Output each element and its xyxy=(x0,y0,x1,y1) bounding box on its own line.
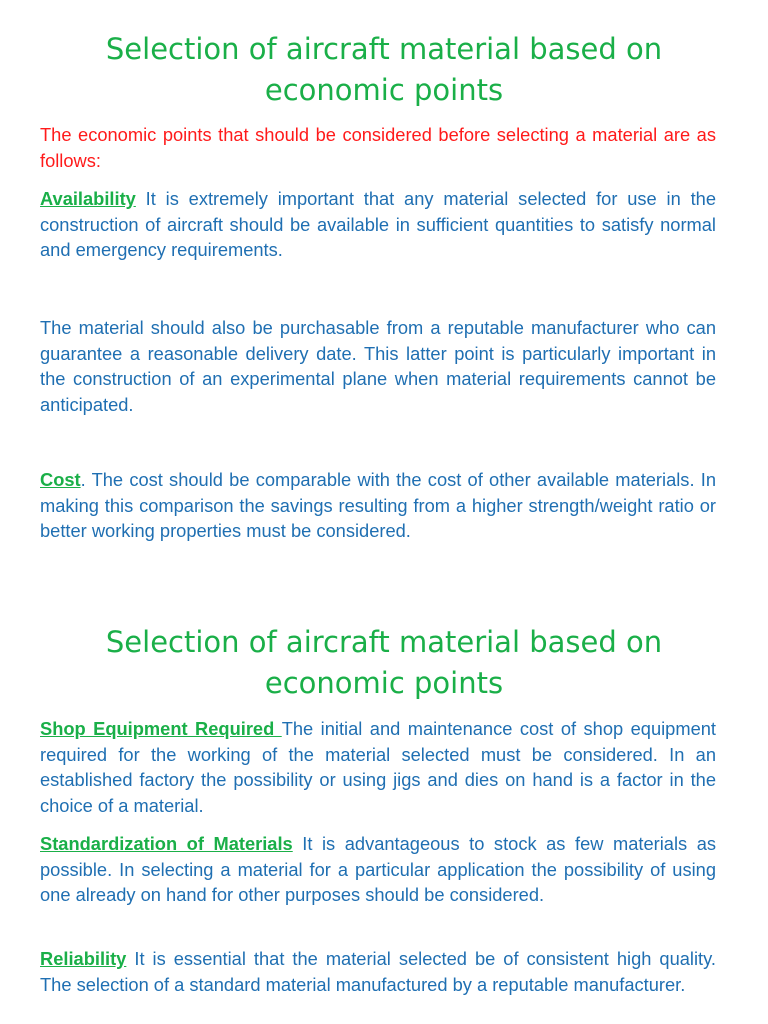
reliability-term: Reliability xyxy=(40,948,127,969)
cost-text: . The cost should be comparable with the cost of other available materials. In making this comparison the savings resulting from a higher strength/weight ratio or better working properties must be considered. xyxy=(40,469,716,542)
standardization-paragraph xyxy=(0,831,768,908)
shop-equipment-term: Shop Equipment Required xyxy=(40,718,282,739)
availability-paragraph xyxy=(0,186,768,263)
cost-term: Cost xyxy=(40,469,81,490)
availability-text: It is extremely important that any material selected for use in the construction of aircraft should be available in sufficient quantities to satisfy normal and emergency requirements. xyxy=(40,188,716,261)
cost-paragraph xyxy=(0,467,768,544)
reliability-paragraph xyxy=(0,946,768,997)
standardization-text: It is advantageous to stock as few materials as possible. In selecting a material for a particular application the possibility of using one already on hand for other purposes should be considered. xyxy=(40,833,717,906)
reliability-text: It is essential that the material selected be of consistent high quality. The selection of a standard material manufactured by a reputable manufacturer. xyxy=(40,948,716,995)
intro-paragraph: The economic points that should be considered before selecting a material are as follows: xyxy=(40,124,716,171)
shop-equipment-paragraph xyxy=(0,716,768,818)
shop-equipment-text: The initial and maintenance cost of shop equipment required for the working of the material selected must be considered. In an established factory the possibility or using jigs and dies on hand is a factor in the choice of a material. xyxy=(40,718,716,816)
availability-term: Availability xyxy=(40,188,136,209)
slide-1-title: Selection of aircraft material based on economic points xyxy=(105,32,663,107)
slide-2 xyxy=(0,618,768,995)
purchasable-paragraph: The material should also be purchasable from a reputable manufacturer who can guarantee a reasonable delivery date. This latter point is particularly important in the construction of an experimental plane when material requirements cannot be anticipated. xyxy=(40,317,716,415)
slide-2-title: Selection of aircraft material based on economic points xyxy=(105,625,663,700)
standardization-term: Standardization of Materials xyxy=(40,833,293,854)
